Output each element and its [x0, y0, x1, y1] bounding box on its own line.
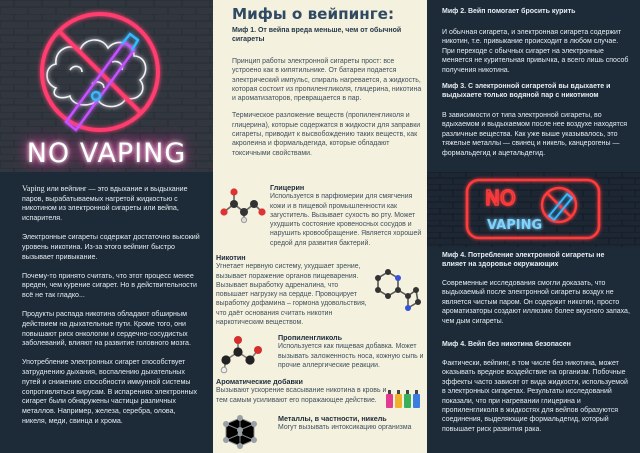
- glycerin-block: [270, 183, 425, 248]
- glycerin-heading: Глицерин: [270, 183, 305, 192]
- myth-1-heading: Миф 1. От вейпа вреда меньше, чем от обычной сигареты: [232, 27, 402, 44]
- glycerin-text: Используется в парфюмерии для смягчения кожи и в пищевой промышленности как загуститель. Вызывает сухость во рту. Может ухудшить состояние кровеносных сосудов и нарушить кровообращение. Является хорошей средой для развития бактерий.: [270, 193, 422, 247]
- myth-1-block: [232, 26, 422, 44]
- metals-heading: Металлы, в частности, никель: [278, 414, 387, 423]
- nicotine-heading: Никотин: [216, 253, 246, 262]
- vaping-neon-icon: [427, 172, 640, 247]
- intro-rest: или вейпинг — это вдыхание и выдыхание паров, вырабатываемых нагретой жидкостью с никотином из электронной сигареты или вейпа, испарителя.: [22, 185, 188, 223]
- left-paragraph-3: Почему-то принято считать, что этот процесс менее вреден, чем курение сигарет. Но в действительности всё не так гладко...: [22, 271, 197, 300]
- svg-text:NO: NO: [485, 186, 516, 210]
- metal-lattice-icon: [220, 412, 258, 450]
- no-vaping-text: NO VAPING: [26, 138, 187, 169]
- myth-3-heading: Миф 3. С электронной сигаретой вы вдыхаете и выдыхаете только водяной пар с никотином: [442, 83, 611, 100]
- left-column: [0, 0, 213, 453]
- aroma-heading: Ароматические добавки: [216, 377, 303, 386]
- myth-2-block: [442, 7, 630, 16]
- myth-1-text: [232, 57, 422, 166]
- glycerin-molecule-icon: [218, 184, 266, 224]
- propylene-glycol-block: [278, 333, 426, 370]
- myth-5-block: [442, 340, 630, 349]
- myth-4-text: Современные исследования смогли доказать, что выдыхаемый после электронной сигареты воздух не является чистым паром. Он содержит никотин, просто ароматизаторы создают иллюзию более вкусного запаха, чем дым сигареты.: [442, 280, 630, 325]
- page-title: Мифы о вейпинге:: [232, 5, 395, 23]
- aroma-block: [216, 377, 390, 405]
- left-paragraph-5: Употребление электронных сигарет способствует затруднению дыхания, воспалению дыхательных путей и снижению способности иммунной системы сопротивляться вирусам. В испарениях электронных сигарет были обнаружены частицы различных металлов. Например, железа, серебра, олова, никеля, меди, свинца и хрома.: [22, 358, 198, 425]
- intro-lead-word: Vaping: [22, 184, 45, 193]
- myth-4-block: [442, 251, 630, 270]
- left-paragraph-2: Электронные сигареты содержат достаточно высокий уровень никотина. Из-за этого вейпинг быстро вызывает привыкание.: [22, 233, 200, 261]
- flavor-bottles-icon: [384, 386, 424, 410]
- aroma-text: Вызывают ускорение всасывание никотина в кровь и тем самым усиливают его поражающее действие.: [216, 387, 387, 404]
- propylene-glycol-molecule-icon: [218, 330, 264, 376]
- myth-5-heading: Миф 4. Вейп без никотина безопасен: [442, 341, 571, 348]
- myth-1-paragraph-2: Термическое разложение веществ (пропиленгликоля и глицерина), которые содержатся в жидкости для заправки сигареты, приводит к высвобождению таких веществ, как акролеина и формальдегида, которые обладают токсичными свойствами.: [232, 112, 421, 157]
- metals-text: Могут вызывать интоксикацию организма: [278, 424, 412, 432]
- propylene-glycol-text: Используется как пищевая добавка. Может вызывать заложенность носа, кожную сыпь и прочие аллергические реакции.: [278, 343, 424, 369]
- vaping-neon-sign: [427, 172, 640, 247]
- myth-3-block: [442, 82, 630, 101]
- myth-1-paragraph-1: Принцип работы электронной сигареты прост: все устроено как в кипятильнике. От батареи подается электрический импульс, спираль нагревается, а жидкость, которая состоит из пропиленгликоля, глицерина, никотина и ароматизаторов, превращается в пар.: [232, 58, 422, 103]
- left-paragraph-4: Продукты распада никотина обладают обширным действием на дыхательные пути. Кроме того, они повышают риск онкологии и сердечно-сосудистых заболеваний, влияют на развитие головного мозга.: [22, 310, 191, 348]
- no-vaping-neon-sign: [0, 0, 213, 172]
- metals-block: [278, 414, 426, 433]
- intro-paragraph: [22, 184, 202, 224]
- myth-4-heading: Миф 4. Потребление электронной сигареты не влияет на здоровье окружающих: [442, 252, 605, 269]
- myth-3-text: В зависимости от типа электронной сигареты, во вдыхаемом и выдыхаемом после нее воздухе находятся различные вещества. Как уже выше указывалось, это тяжелые металлы — свинец и никель, канцерогены — формальдегид и ацетальдегид.: [442, 112, 628, 157]
- myth-2-text: И обычная сигарета, и электронная сигарета содержит никотин, т.е. привыкание происходит в любом случае. При переходе с обычных сигарет на электронные меняется не курительная привычка, а всего лишь способ получения никотина.: [442, 29, 629, 74]
- vaping-sign-text: VAPING: [487, 218, 543, 233]
- myth-2-heading: Миф 2. Вейп помогает бросить курить: [442, 8, 576, 15]
- left-text-block: [22, 184, 202, 436]
- nicotine-molecule-icon: [372, 268, 422, 312]
- nicotine-block: [216, 253, 368, 327]
- propylene-glycol-heading: Пропиленгликоль: [278, 333, 343, 342]
- nicotine-text: Угнетает нервную систему, ухудшает зрение, вызывает поражение органов пищеварения. Вызывает выработку адреналина, что повышает нагрузку на сердце. Провоцирует выработку дофамина – гормона удовольствия, что даёт основания считать никотин наркотическим веществом.: [216, 263, 367, 327]
- myth-5-text: Фактически, вейпинг, в том числе без никотина, может оказывать вредное воздействие на организм. Побочные эффекты часто зависят от вида жидкости, используемой в электронных сигаретах. Результаты исследований показали, что при нагревании глицерина и пропиленгликоля в жидкостях для вейпов образуются соединения, выделяющие формальдегид, который повышает риск развития рака.: [442, 360, 628, 433]
